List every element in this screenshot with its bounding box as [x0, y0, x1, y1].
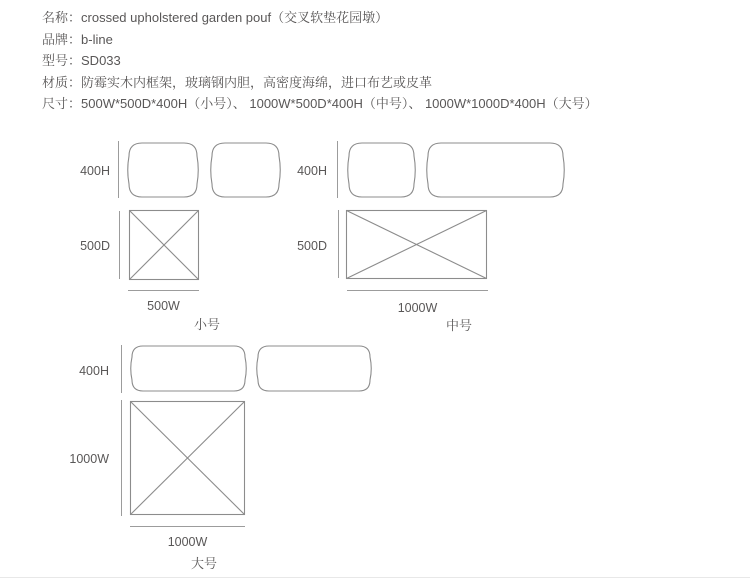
small-pouf-top-view-drawing — [129, 210, 199, 280]
medium-height-dimension-label: 400H — [297, 164, 327, 178]
small-size-name-label: 小号 — [194, 317, 221, 332]
spec-row-model — [42, 50, 598, 72]
large-side-dimension-label: 1000W — [69, 452, 109, 466]
medium-width-dimension-line — [347, 290, 488, 291]
small-height-dimension-line — [118, 141, 119, 198]
small-width-dimension-label: 500W — [147, 299, 180, 313]
medium-size-name-label: 中号 — [446, 318, 473, 333]
small-pouf-side-view-drawing — [211, 142, 280, 198]
small-height-dimension-label: 400H — [80, 164, 110, 178]
large-width-dimension-label: 1000W — [167, 535, 208, 549]
small-depth-dimension-line — [119, 211, 120, 279]
small-depth-dimension-label: 500D — [80, 239, 110, 253]
medium-depth-dimension-label: 500D — [297, 239, 327, 253]
small-width-dimension-line — [128, 290, 199, 291]
spec-value: crossed upholstered garden pouf（交叉软垫花园墩） — [81, 10, 389, 25]
large-side-dimension-line — [121, 400, 122, 516]
medium-depth-dimension-line — [338, 210, 339, 278]
spec-value: SD033 — [81, 53, 121, 68]
large-pouf-front-view-drawing — [131, 345, 246, 392]
medium-width-dimension-label: 1000W — [397, 301, 438, 315]
spec-label: 型号： — [42, 53, 82, 68]
large-size-name-label: 大号 — [191, 556, 218, 571]
spec-row-material — [42, 72, 598, 94]
medium-pouf-top-view-drawing — [346, 210, 487, 279]
medium-height-dimension-line — [337, 141, 338, 198]
spec-value: 500W*500D*400H（小号）、 1000W*500D*400H（中号）、 1000W*1000D*400H（大号） — [81, 96, 598, 111]
spec-label: 名称： — [42, 10, 82, 25]
large-height-dimension-line — [121, 345, 122, 393]
spec-value: b-line — [81, 31, 113, 47]
spec-row-name — [42, 7, 598, 29]
small-pouf-front-view-drawing — [128, 142, 198, 198]
large-pouf-side-view-drawing — [257, 345, 371, 392]
spec-label: 尺寸： — [42, 96, 82, 111]
product-spec-list — [42, 7, 598, 115]
spec-value: 防霉实木内框架，玻璃钢内胆，高密度海绵，进口布艺或皮革 — [81, 74, 433, 90]
page-bottom-divider — [0, 577, 750, 578]
spec-label: 材质： — [42, 74, 82, 90]
spec-row-dimensions — [42, 93, 598, 115]
spec-row-brand — [42, 29, 598, 51]
large-pouf-top-view-drawing — [130, 401, 245, 515]
large-width-dimension-line — [130, 526, 245, 527]
spec-label: 品牌： — [42, 31, 82, 47]
medium-pouf-front-view-drawing — [427, 142, 564, 198]
large-height-dimension-label: 400H — [79, 364, 109, 378]
medium-pouf-side-view-drawing — [348, 142, 415, 198]
